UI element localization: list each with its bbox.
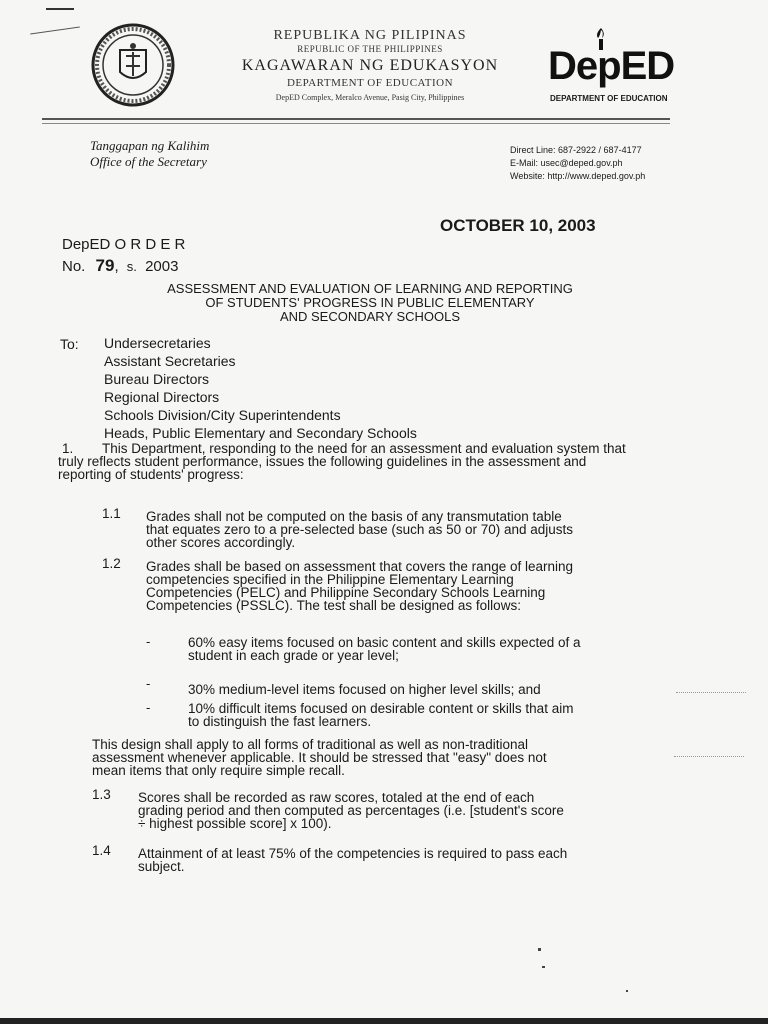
para1-line: This Department, responding to the need for an assessment and evaluation system that xyxy=(102,441,626,456)
bullet-text xyxy=(188,683,608,696)
bullet-dash: - xyxy=(146,700,151,715)
bullet-line: to distinguish the fast learners. xyxy=(188,714,372,729)
document-date: OCTOBER 10, 2003 xyxy=(440,216,596,235)
header-department: DEPARTMENT OF EDUCATION xyxy=(286,77,454,89)
recipient-item: Schools Division/City Superintendents xyxy=(104,407,341,423)
deped-logo-text: DepED xyxy=(548,44,675,88)
bullet-text xyxy=(188,636,608,662)
item-line: other scores accordingly. xyxy=(146,535,296,550)
scan-speck xyxy=(542,966,545,968)
bullet-text xyxy=(188,702,608,728)
item-line: Grades shall not be computed on the basis of any transmutation table xyxy=(146,509,562,524)
bullet-dash: - xyxy=(146,676,151,691)
subject-line: OF STUDENTS' PROGRESS IN PUBLIC ELEMENTARY xyxy=(205,295,535,310)
scan-speck xyxy=(676,692,746,694)
para1-line: truly reflects student performance, issues the following guidelines in the assessment and xyxy=(58,454,587,469)
bullet-line: 10% difficult items focused on desirable content or skills that aim xyxy=(188,701,574,716)
recipient-item: Assistant Secretaries xyxy=(104,353,236,369)
item-1-1-text xyxy=(146,510,616,549)
recipient-item: Heads, Public Elementary and Secondary Schools xyxy=(104,425,417,441)
item-line: Attainment of at least 75% of the competencies is required to pass each xyxy=(138,846,568,861)
header-rule-thin xyxy=(42,123,670,124)
header-address: DepED Complex, Meralco Avenue, Pasig City, Philippines xyxy=(275,93,465,102)
item-line: Competencies (PELC) and Philippine Secondary Schools Learning xyxy=(146,585,546,600)
to-label: To: xyxy=(60,336,79,352)
scan-mark xyxy=(30,27,80,35)
order-title: DepED O R D E R xyxy=(62,236,186,253)
direct-line: Direct Line: 687-2922 / 687-4177 xyxy=(510,145,642,155)
item-line: grading period and then computed as percentages (i.e. [student's score xyxy=(138,803,564,818)
email: E-Mail: usec@deped.gov.ph xyxy=(510,158,623,168)
design-paragraph xyxy=(92,738,612,777)
item-1-2-number: 1.2 xyxy=(102,556,121,571)
recipient-item: Bureau Directors xyxy=(104,371,210,387)
bullet-dash: - xyxy=(146,634,151,649)
item-1-1-number: 1.1 xyxy=(102,506,121,521)
office-english: Office of the Secretary xyxy=(90,154,207,169)
header-republika: REPUBLIKA NG PILIPINAS xyxy=(273,28,467,43)
para1-line: reporting of students' progress: xyxy=(58,467,244,482)
item-line: Competencies (PSSLC). The test shall be designed as follows: xyxy=(146,598,521,613)
scan-speck xyxy=(674,756,744,758)
bullet-line: 60% easy items focused on basic content and skills expected of a xyxy=(188,635,581,650)
design-line: assessment whenever applicable. It should be stressed that "easy" does not xyxy=(92,750,547,765)
subject-line: ASSESSMENT AND EVALUATION OF LEARNING AND REPORTING xyxy=(167,281,573,296)
item-line: that equates zero to a pre-selected base (such as 50 or 70) and adjusts xyxy=(146,522,574,537)
office-tagalog: Tanggapan ng Kalihim xyxy=(90,138,210,153)
scan-edge xyxy=(0,1018,768,1024)
bullet-line: 30% medium-level items focused on higher level skills; and xyxy=(188,682,541,697)
deped-logo-subtitle: DEPARTMENT OF EDUCATION xyxy=(550,94,668,103)
item-1-4-text xyxy=(138,847,608,873)
item-line: ÷ highest possible score] x 100). xyxy=(138,816,332,831)
item-line: subject. xyxy=(138,859,185,874)
order-s-label: s. xyxy=(126,259,137,274)
scan-speck xyxy=(538,948,541,951)
deped-seal-logo xyxy=(90,22,176,108)
scan-speck xyxy=(626,990,628,992)
design-line: This design shall apply to all forms of traditional as well as non-traditional xyxy=(92,737,528,752)
header-republic: REPUBLIC OF THE PHILIPPINES xyxy=(297,44,443,54)
subject-line: AND SECONDARY SCHOOLS xyxy=(279,309,461,324)
design-line: mean items that only require simple recall. xyxy=(92,763,345,778)
recipient-item: Undersecretaries xyxy=(104,335,211,351)
order-year: 2003 xyxy=(145,258,179,275)
item-1-4-number: 1.4 xyxy=(92,843,111,858)
header-kagawaran: KAGAWARAN NG EDUKASYON xyxy=(241,57,499,74)
deped-logo xyxy=(546,28,675,108)
scan-mark xyxy=(46,8,74,10)
header-rule xyxy=(42,118,670,120)
recipient-item: Regional Directors xyxy=(104,389,220,405)
item-line: competencies specified in the Philippine Elementary Learning xyxy=(146,572,514,587)
recipient-list xyxy=(104,334,417,442)
item-line: Scores shall be recorded as raw scores, totaled at the end of each xyxy=(138,790,535,805)
order-number-line: No. 79, s. 2003 xyxy=(62,256,179,275)
order-subject xyxy=(120,282,620,324)
para1-text xyxy=(58,442,668,481)
item-1-2-text xyxy=(146,560,616,612)
item-1-3-text xyxy=(138,791,608,830)
order-no-label: No. xyxy=(62,258,86,275)
item-line: Grades shall be based on assessment that covers the range of learning xyxy=(146,559,574,574)
item-1-3-number: 1.3 xyxy=(92,787,111,802)
para1-number: 1. xyxy=(62,441,74,456)
website: Website: http://www.deped.gov.ph xyxy=(510,171,646,181)
order-number: 79 xyxy=(95,256,115,275)
bullet-line: student in each grade or year level; xyxy=(188,648,399,663)
